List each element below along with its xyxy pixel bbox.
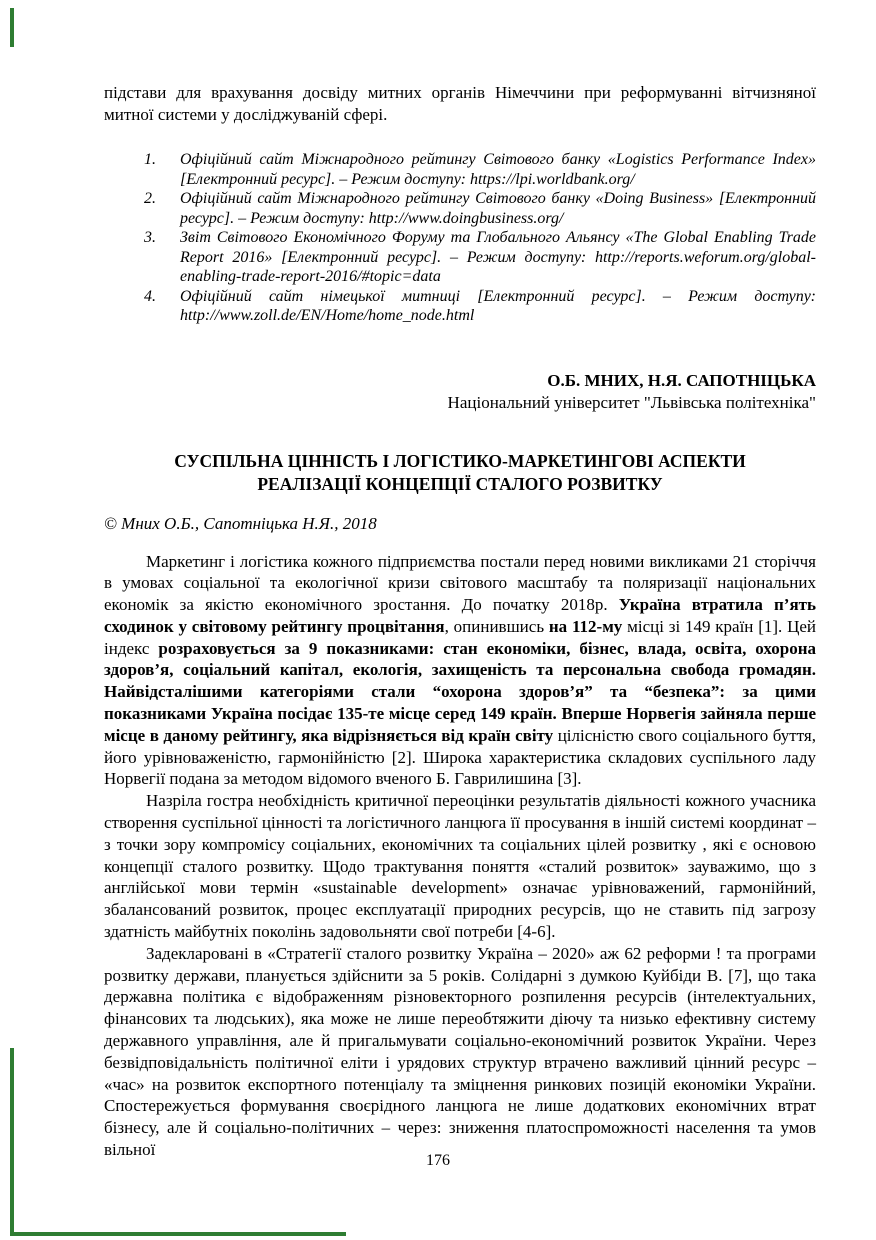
article-title-line2: РЕАЛІЗАЦІЇ КОНЦЕПЦІЇ СТАЛОГО РОЗВИТКУ	[257, 473, 663, 494]
article-affiliation: Національний університет "Львівська політехніка"	[447, 392, 816, 412]
change-bar-bottom-left	[10, 1048, 14, 1236]
page-boundary-line	[10, 1232, 346, 1236]
article-title-line1: СУСПІЛЬНА ЦІННІСТЬ І ЛОГІСТИКО-МАРКЕТИНГОВІ АСПЕКТИ	[174, 450, 746, 471]
intro-paragraph: підстави для врахування досвіду митних органів Німеччини при реформуванні вітчизняної митної системи у досліджуваній сфері.	[104, 83, 816, 124]
body-paragraph-3: Задекларовані в «Стратегії сталого розвитку Україна – 2020» аж 62 реформи ! та програми розвитку держави, планується здійснити за 5 років. Солідарні з думкою Куйбіди В. [7], що така державна політика є відображенням різновекторного розпилення ресурсів (інтелектуальних, фінансових та людських), яка може не лише переобтяжити діючу та низько ефективну систему державного управління, але й пригальмувати соціально-економічний розвиток України. Через безвідповідальність політичної еліти і урядових структур втрачено важливий цінний ресурс – «час» на розвиток експортного потенціалу та зміцнення ринкових позицій економіки України. Спостережується формування своєрідного ланцюга не лише додаткових економічних втрат бізнесу, але й соціально-політичних – через: зниження платоспроможності населення та умов вільної	[104, 943, 816, 1160]
body-paragraph-2: Назріла гостра необхідність критичної переоцінки результатів діяльності кожного учасника створення суспільної цінності та логістичного ланцюга її просування в іншій системі координат – з точки зору компромісу соціальних, економічних та соціальних цілей розвитку , які є основою концепції сталого розвитку. Щодо трактування поняття «сталий розвиток» зауважимо, що з англійської мови термін «sustainable development» означає урівноважений, гармонійний, збалансований розвиток, процес експлуатації природних ресурсів, що не ставить під загрозу здатність майбутніх поколінь задовольняти свої потреби [4-6].	[104, 791, 816, 942]
copyright-line: © Мних О.Б., Сапотніцька Н.Я., 2018	[104, 513, 377, 533]
reference-item-2: Офіційний сайт Міжнародного рейтингу Світового банку «Doing Business» [Електронний ресурс]. – Режим доступу: http://www.doingbusiness.org/	[180, 190, 816, 227]
article-authors: О.Б. МНИХ, Н.Я. САПОТНІЦЬКА	[547, 370, 816, 390]
reference-item-4: Офіційний сайт німецької митниці [Електронний ресурс]. – Режим доступу: http://www.zoll.de/EN/Home/home_node.html	[180, 287, 816, 324]
references-list	[104, 150, 816, 326]
text-column	[104, 0, 816, 1161]
body-paragraph-1: Маркетинг і логістика кожного підприємства постали перед новими викликами 21 сторіччя в умовах соціальної та екологічної кризи світового масштабу та поляризації національних економік за якістю економічного зростання. До початку 2018р. Україна втратила п’ять сходинок у світовому рейтингу процвітання, опинившись на 112-му місці зі 149 країн [1]. Цей індекс розраховується за 9 показниками: стан економіки, бізнес, влада, освіта, охорона здоров’я, соціальний капітал, екологія, захищеність та персональна свобода громадян. Найвідсталішими категоріями стали “охорона здоров’я” та “безпека”: за цими показниками Україна посідає 135-те місце серед 149 країн. Вперше Норвегія зайняла перше місце в даному рейтингу, яка відрізняється від країн світу цілісністю свого соціального буття, його урівноваженістю, гармонійністю [2]. Широка характеристика складових суспільного ладу Норвегії подана за методом відомого вченого Б. Гаврилишина [3].	[104, 551, 817, 789]
reference-item-3: Звіт Світового Економічного Форуму та Глобального Альянсу «The Global Enabling Trade Report 2016» [Електронний ресурс]. – Режим доступу: http://reports.weforum.org/global-enabling-trade-report-2016/#topic=data	[180, 229, 816, 285]
article-title	[104, 450, 816, 496]
change-bar-top-left	[10, 8, 14, 47]
reference-item-1: Офіційний сайт Міжнародного рейтингу Світового банку «Logistics Performance Index» [Електронний ресурс]. – Режим доступу: https://lpi.worldbank.org/	[180, 151, 816, 188]
page-number: 176	[426, 1152, 450, 1169]
